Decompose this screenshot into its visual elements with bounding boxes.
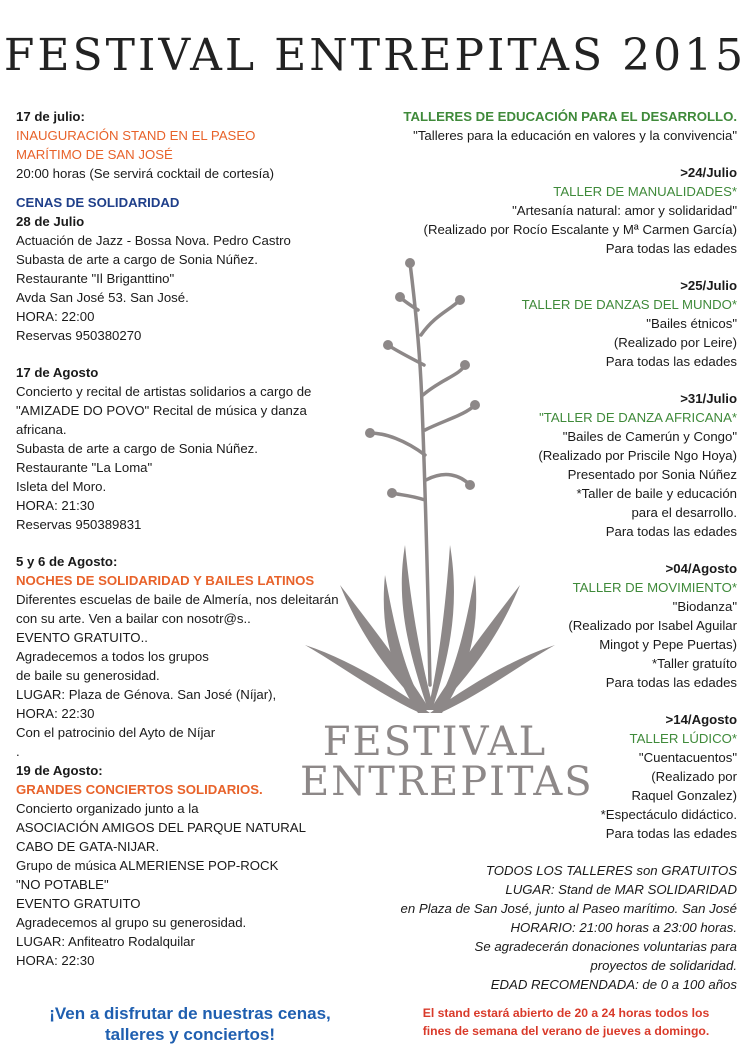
event-date: 28 de Julio	[16, 214, 85, 229]
workshop-date: >31/Julio	[680, 391, 737, 406]
workshop-detail: *Taller gratuíto	[651, 656, 737, 671]
section-heading: CENAS DE SOLIDARIDAD	[16, 195, 180, 210]
workshop-detail: (Realizado por Isabel Aguilar	[568, 618, 737, 633]
section-subheading: "Talleres para la educación en valores y la convivencia"	[413, 128, 737, 143]
logo-line-2: ENTREPITAS	[300, 759, 594, 805]
info-line: EDAD RECOMENDADA: de 0 a 100 años	[490, 977, 737, 992]
workshop-detail: (Realizado por Rocío Escalante y Mª Carmen García)	[423, 222, 737, 237]
info-line: HORARIO: 21:00 horas a 23:00 horas.	[510, 920, 737, 935]
event-detail: Restaurante "Il Briganttino"	[16, 271, 175, 286]
workshop-detail: "Bailes de Camerún y Congo"	[562, 429, 737, 444]
workshop-detail: Mingot y Pepe Puertas)	[599, 637, 737, 652]
workshop-name: TALLER DE DANZAS DEL MUNDO*	[521, 297, 737, 312]
info-line: TODOS LOS TALLERES son GRATUITOS	[485, 863, 737, 878]
workshop-detail: Para todas las edades	[605, 826, 737, 841]
workshop-detail: Presentado por Sonia Núñez	[567, 467, 737, 482]
event-date: 17 de Agosto	[16, 365, 99, 380]
event-detail: Diferentes escuelas de baile de Almería, nos deleitarán	[16, 592, 339, 607]
workshop-detail: (Realizado por Leire)	[613, 335, 737, 350]
event-date: 19 de Agosto:	[16, 763, 103, 778]
event-detail: Subasta de arte a cargo de Sonia Núñez.	[16, 441, 258, 456]
event-detail: .	[16, 744, 20, 759]
workshop-detail: Para todas las edades	[605, 241, 737, 256]
event-detail: Restaurante "La Loma"	[16, 460, 153, 475]
event-detail: Con el patrocinio del Ayto de Níjar	[16, 725, 216, 740]
workshop-detail: Para todas las edades	[605, 675, 737, 690]
event-detail: con su arte. Ven a bailar con nosotr@s..	[16, 611, 251, 626]
event-detail: de baile su generosidad.	[16, 668, 160, 683]
info-line: proyectos de solidaridad.	[590, 958, 737, 973]
event-detail: ASOCIACIÓN AMIGOS DEL PARQUE NATURAL	[16, 820, 306, 835]
workshop-name: TALLER DE MANUALIDADES*	[553, 184, 737, 199]
footer-hours-line: fines de semana del verano de jueves a domingo.	[422, 1024, 710, 1038]
poster-title: FESTIVAL ENTREPITAS 2015	[3, 30, 747, 81]
section-heading: GRANDES CONCIERTOS SOLIDARIOS.	[16, 782, 263, 797]
event-detail: Avda San José 53. San José.	[16, 290, 189, 305]
workshops-column	[337, 107, 737, 994]
info-line: Se agradecerán donaciones voluntarias para	[474, 939, 737, 954]
section-heading: NOCHES DE SOLIDARIDAD Y BAILES LATINOS	[16, 573, 315, 588]
footer-hours-line: El stand estará abierto de 20 a 24 horas todos los	[422, 1006, 710, 1020]
event-detail: "AMIZADE DO POVO" Recital de música y danza	[16, 403, 307, 418]
events-column	[16, 107, 361, 970]
workshop-detail: "Biodanza"	[672, 599, 737, 614]
event-date: 17 de julio:	[16, 109, 85, 124]
workshop-detail: *Taller de baile y educación	[576, 486, 737, 501]
event-detail: LUGAR: Anfiteatro Rodalquilar	[16, 934, 195, 949]
workshop-detail: "Bailes étnicos"	[646, 316, 737, 331]
footer-stand-hours	[396, 1004, 736, 1040]
event-detail: Grupo de música ALMERIENSE POP-ROCK	[16, 858, 279, 873]
event-detail: HORA: 22:00	[16, 309, 95, 324]
section-heading: TALLERES DE EDUCACIÓN PARA EL DESARROLLO.	[403, 109, 737, 124]
workshop-date: >04/Agosto	[665, 561, 737, 576]
event-detail: EVENTO GRATUITO	[16, 896, 141, 911]
event-detail: HORA: 22:30	[16, 953, 95, 968]
event-detail: HORA: 22:30	[16, 706, 95, 721]
workshop-detail: "Artesanía natural: amor y solidaridad"	[512, 203, 737, 218]
event-detail: Agradecemos a todos los grupos	[16, 649, 209, 664]
event-detail: Reservas 950389831	[16, 517, 142, 532]
footer-invitation	[20, 1003, 360, 1045]
footer-invitation-line: talleres y conciertos!	[104, 1025, 276, 1044]
workshop-date: >14/Agosto	[665, 712, 737, 727]
workshop-detail: Para todas las edades	[605, 354, 737, 369]
performer-name: Bossa Nova. Pedro Castro	[134, 233, 291, 248]
event-detail: CABO DE GATA-NIJAR.	[16, 839, 160, 854]
workshop-name: TALLER LÚDICO*	[629, 731, 737, 746]
workshop-date: >24/Julio	[680, 165, 737, 180]
event-detail: "NO POTABLE"	[16, 877, 109, 892]
event-detail: Agradecemos al grupo su generosidad.	[16, 915, 247, 930]
workshop-date: >25/Julio	[680, 278, 737, 293]
event-title: MARÍTIMO DE SAN JOSÉ	[16, 147, 173, 162]
event-detail: Concierto organizado junto a la	[16, 801, 199, 816]
event-detail: Concierto y recital de artistas solidarios a cargo de	[16, 384, 312, 399]
event-detail: Actuación de Jazz - Bossa Nova. Pedro Castro	[16, 233, 291, 248]
info-line: en Plaza de San José, junto al Paseo marítimo. San José	[400, 901, 737, 916]
workshop-detail: Para todas las edades	[605, 524, 737, 539]
workshop-detail: para el desarrollo.	[631, 505, 737, 520]
workshop-detail: "Cuentacuentos"	[638, 750, 737, 765]
event-detail: Subasta de arte a cargo de Sonia Núñez.	[16, 252, 258, 267]
event-detail: Isleta del Moro.	[16, 479, 107, 494]
logo-line-1: FESTIVAL	[322, 719, 548, 765]
event-detail: 20:00 horas (Se servirá cocktail de cortesía)	[16, 166, 275, 181]
event-date: 5 y 6 de Agosto:	[16, 554, 118, 569]
event-detail: africana.	[16, 422, 67, 437]
workshop-name: TALLER DE MOVIMIENTO*	[572, 580, 737, 595]
footer-invitation-line: ¡Ven a disfrutar de nuestras cenas,	[49, 1004, 331, 1023]
event-detail: LUGAR: Plaza de Génova. San José (Níjar),	[16, 687, 277, 702]
workshop-detail: (Realizado por Priscile Ngo Hoya)	[538, 448, 737, 463]
workshop-detail: Raquel Gonzalez)	[631, 788, 737, 803]
workshop-detail: *Espectáculo didáctico.	[600, 807, 737, 822]
workshop-name: "TALLER DE DANZA AFRICANA*	[539, 410, 737, 425]
event-detail: Reservas 950380270	[16, 328, 142, 343]
event-detail: EVENTO GRATUITO..	[16, 630, 148, 645]
event-title: INAUGURACIÓN STAND EN EL PASEO	[16, 128, 256, 143]
event-detail: HORA: 21:30	[16, 498, 95, 513]
workshop-detail: (Realizado por	[651, 769, 737, 784]
info-line: LUGAR: Stand de MAR SOLIDARIDAD	[505, 882, 737, 897]
